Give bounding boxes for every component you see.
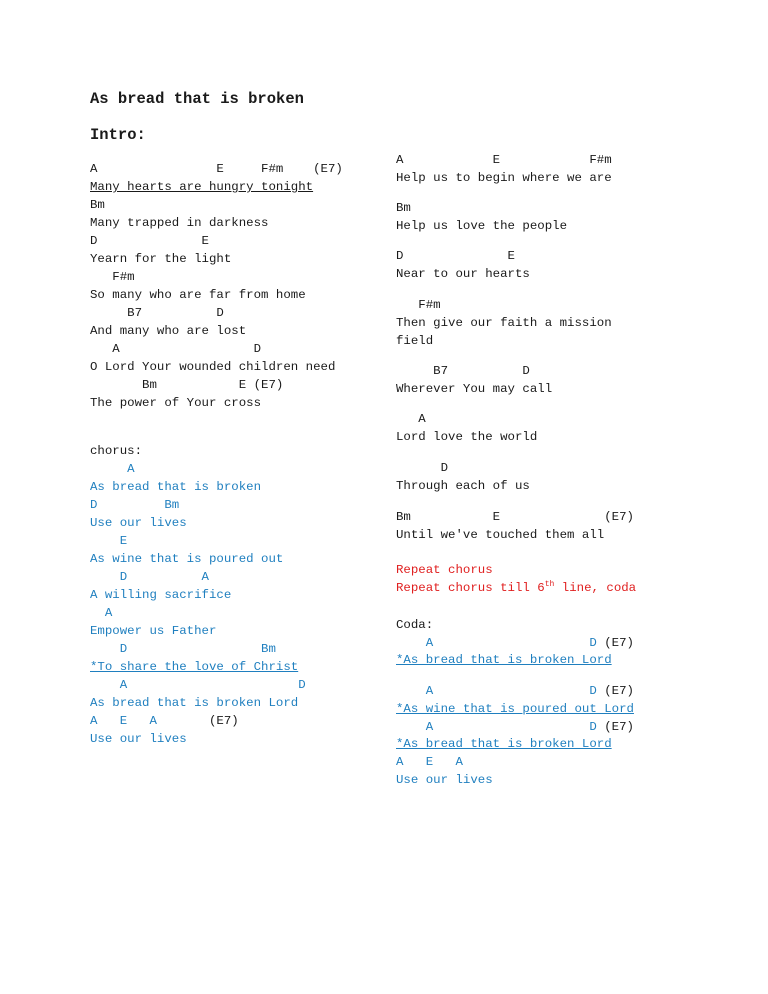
lyric-line <box>396 479 530 494</box>
chord-line <box>90 270 135 285</box>
lyric-line <box>396 581 636 596</box>
line-text: E <box>90 534 128 548</box>
line-text: And many who are lost <box>90 324 247 338</box>
line-text: A E F#m <box>396 153 612 167</box>
chord-line <box>90 162 343 177</box>
line-text: Near to our hearts <box>396 267 530 281</box>
line-text: D Bm <box>90 642 276 656</box>
lyric-line <box>90 252 231 267</box>
chord-line <box>396 364 530 379</box>
chord-suffix: D (E7) <box>589 684 634 698</box>
section-label <box>396 618 433 633</box>
line-text: *As wine that is poured out Lord <box>396 702 634 716</box>
line-text: Repeat chorus till 6 <box>396 581 545 595</box>
lyric-line <box>396 267 530 282</box>
superscript: th <box>544 579 555 589</box>
lyric-line <box>90 660 298 675</box>
chord-line <box>90 378 283 393</box>
line-text: Use our lives <box>396 773 493 787</box>
chord-suffix: (E7) <box>208 714 239 728</box>
line-text: A <box>396 720 590 734</box>
line-text: Coda: <box>396 618 434 632</box>
chord-line <box>90 498 179 513</box>
chord-line <box>396 249 515 264</box>
line-text: *To share the love of Christ <box>90 660 299 674</box>
lyric-line <box>90 552 283 567</box>
chord-line <box>90 306 224 321</box>
line-text: B7 D <box>90 306 224 320</box>
lyric-line <box>90 324 246 339</box>
line-text: A E A <box>90 714 209 728</box>
line-text: So many who are far from home <box>90 288 306 302</box>
line-text: D A <box>90 570 209 584</box>
section-label <box>90 444 142 459</box>
line-text-after: line, coda <box>554 581 637 595</box>
chord-line <box>90 342 261 357</box>
lyric-line <box>90 396 261 411</box>
lyric-line <box>396 702 634 717</box>
line-text: Use our lives <box>90 516 187 530</box>
lyric-line <box>90 696 298 711</box>
chord-line <box>90 606 112 621</box>
line-text: Then give our faith a mission <box>396 316 612 330</box>
line-text: A E A <box>396 755 463 769</box>
chord-line <box>90 642 276 657</box>
lyric-line <box>396 737 612 752</box>
chord-line <box>396 201 411 216</box>
chord-line <box>90 678 306 693</box>
line-text: Lord love the world <box>396 430 538 444</box>
chord-line <box>396 412 426 427</box>
line-text: Bm <box>90 198 105 212</box>
line-text: D Bm <box>90 498 180 512</box>
lyric-line <box>396 773 493 788</box>
line-text: D E <box>396 249 515 263</box>
lyric-line <box>90 588 231 603</box>
line-text: D E <box>90 234 209 248</box>
lyric-line <box>90 624 216 639</box>
line-text: Through each of us <box>396 479 530 493</box>
chord-line <box>90 534 127 549</box>
line-text: D <box>396 461 449 475</box>
line-text: A D <box>90 342 262 356</box>
lyric-line <box>396 316 612 331</box>
line-text: Bm E (E7) <box>90 378 284 392</box>
song-title: As bread that is broken <box>90 90 304 108</box>
chord-line <box>396 298 441 313</box>
line-text: As bread that is broken Lord <box>90 696 299 710</box>
line-text: Wherever You may call <box>396 382 553 396</box>
line-text: The power of Your cross <box>90 396 262 410</box>
chord-line <box>396 755 463 770</box>
chord-line <box>90 714 239 729</box>
chord-line <box>396 636 634 651</box>
line-text: As bread that is broken <box>90 480 262 494</box>
intro-label: Intro: <box>90 126 146 144</box>
line-text: Bm E (E7) <box>396 510 634 524</box>
line-text: O Lord Your wounded children need <box>90 360 336 374</box>
lyric-line <box>90 180 313 195</box>
line-text: A <box>396 412 426 426</box>
line-text: A <box>90 462 135 476</box>
line-text: Until we've touched them all <box>396 528 605 542</box>
chord-suffix: D (E7) <box>589 720 634 734</box>
chord-line <box>90 198 105 213</box>
chord-line <box>396 720 634 735</box>
line-text: A <box>396 684 590 698</box>
lyric-line <box>90 360 335 375</box>
lyric-line <box>90 516 187 531</box>
line-text: A D <box>90 678 306 692</box>
line-text: A E F#m (E7) <box>90 162 343 176</box>
lyric-line <box>396 219 567 234</box>
chord-suffix: D (E7) <box>589 636 634 650</box>
line-text: Many hearts are hungry tonight <box>90 180 314 194</box>
chord-line <box>396 510 634 525</box>
chord-line <box>90 462 135 477</box>
line-text: Help us to begin where we are <box>396 171 612 185</box>
line-text: Many trapped in darkness <box>90 216 269 230</box>
chord-line <box>396 684 634 699</box>
lyric-line <box>90 216 268 231</box>
lyric-line <box>396 653 612 668</box>
lyric-line <box>90 288 306 303</box>
lyric-line <box>396 430 537 445</box>
chord-line <box>90 570 209 585</box>
chord-line <box>396 461 448 476</box>
line-text: As wine that is poured out <box>90 552 284 566</box>
lyric-line <box>90 732 187 747</box>
line-text: Yearn for the light <box>90 252 232 266</box>
lyric-line <box>396 563 493 578</box>
chord-line <box>396 153 612 168</box>
line-text: *As bread that is broken Lord <box>396 737 612 751</box>
line-text: B7 D <box>396 364 530 378</box>
line-text: A <box>396 636 590 650</box>
lyric-line <box>396 171 612 186</box>
line-text: A willing sacrifice <box>90 588 232 602</box>
line-text: *As bread that is broken Lord <box>396 653 612 667</box>
line-text: Empower us Father <box>90 624 217 638</box>
lyric-line <box>90 480 261 495</box>
line-text: Bm <box>396 201 411 215</box>
line-text: field <box>396 334 434 348</box>
lyric-line <box>396 334 433 349</box>
line-text: Repeat chorus <box>396 563 493 577</box>
line-text: chorus: <box>90 444 143 458</box>
line-text: F#m <box>396 298 441 312</box>
line-text: Use our lives <box>90 732 187 746</box>
chord-line <box>90 234 209 249</box>
line-text: Help us love the people <box>396 219 568 233</box>
line-text: A <box>90 606 113 620</box>
lyric-line <box>396 382 552 397</box>
line-text: F#m <box>90 270 135 284</box>
lyric-line <box>396 528 604 543</box>
